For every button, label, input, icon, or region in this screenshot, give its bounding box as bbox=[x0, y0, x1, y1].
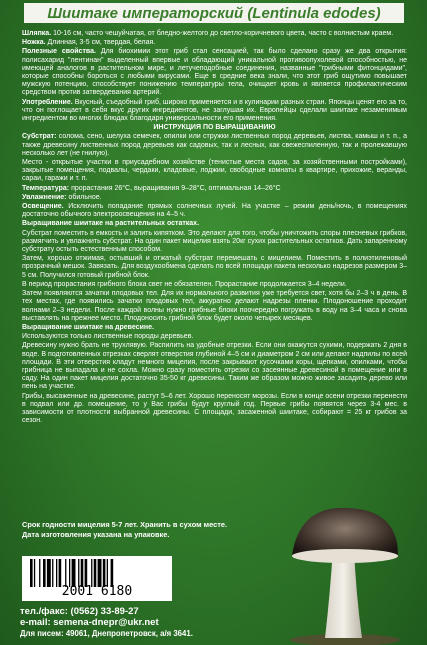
section1-heading: Выращивание шиитаке на растительных остатках. bbox=[22, 220, 200, 228]
section1-paragraph: Субстрат поместить в емкость и залить кипятком. Это делают для того, чтобы уничтожить споры плесневых грибков, размягчить и увлажнить субстрат. На один пакет мицелия взять 20кг сухих растительных остатков. Дать запаренному субстрату остыть естественным способом. bbox=[22, 229, 407, 254]
barcode-bar bbox=[30, 559, 33, 587]
barcode-bar bbox=[59, 559, 62, 587]
label-temperature: Температура: bbox=[22, 184, 70, 192]
label-usage: Употребление. bbox=[22, 98, 73, 106]
text-cap: 10-16 см, часто чешуйчатая, от бледно-желтого до светло-коричневого цвета, часто с волнистым краем. bbox=[53, 30, 394, 37]
paragraph-temperature bbox=[22, 185, 407, 193]
section2-paragraph: Грибы, высаженные на древесине, растут 5–6 лет. Хорошо переносят морозы. Если в конце осени отрезки перенести в подвал или др. помещение, то у Вас грибы будут круглый год. Первые грибы появятся через 3-4 мес. в зависимости от плотности выбранной древесины. С площади, засаженной шиитаке, собирают = 25 кг грибов за сезон. bbox=[22, 392, 407, 425]
barcode-bar bbox=[107, 559, 108, 587]
section1-paragraph: Затем, хорошо отжимая, остывший и отжатый субстрат перемешать с мицелием. Поместить в полиэтиленовый прозрачный мешок. Завязать. Для воздухообмена сделать по всей площади пакета несколько надрезов размером 3–5 см. Получился готовый грибной блок. bbox=[22, 255, 407, 279]
manufacture-date-text: Дата изготовления указана на упаковке. bbox=[22, 530, 170, 539]
barcode-bar bbox=[111, 559, 114, 587]
paragraph-moisture bbox=[22, 194, 407, 202]
text-substrate: солома, сено, шелуха семечек, опилки или стружки лиственных пород деревьев, листва, камыш и т. п., а также древесину лиственных пород деревьев как садовых, так и лесных, как свежеспиленную, так и пролежавшую несколько лет (не гнилую). bbox=[22, 133, 407, 157]
barcode-bar bbox=[103, 559, 106, 587]
address-text: Для писем: 49061, Днепропетровск, а/я 3641. bbox=[20, 629, 193, 638]
section1-paragraph: Затем появляются зачатки плодовых тел. Для их нормального развития уже требуется свет, хотя бы 2–3 ч в день. В тех местах, где появились зачатки плодовых тел, аккуратно делают надрезы пленки. Плодоношение проходит волнами 2–3 недели. После каждой волны нужно грибные блоки поочередно погружать в воду на 3–4 часа и снова выставлять на прежнее место. Плодоносить грибной блок будет около четырех месяцев. bbox=[22, 290, 407, 322]
barcode-bar bbox=[65, 559, 66, 587]
description-text bbox=[22, 30, 407, 426]
paragraph-usage bbox=[22, 99, 407, 124]
paragraph-cap bbox=[22, 30, 407, 38]
barcode-bar bbox=[39, 559, 40, 587]
barcode-bar bbox=[47, 559, 51, 587]
paragraph-stem bbox=[22, 39, 407, 47]
barcode bbox=[22, 556, 172, 601]
barcode-bar bbox=[56, 559, 57, 587]
paragraph-substrate bbox=[22, 133, 407, 158]
label-substrate: Субстрат: bbox=[22, 133, 57, 141]
section2-heading: Выращивание шиитаке на древесине. bbox=[22, 323, 154, 331]
barcode-bar bbox=[81, 559, 84, 587]
section2-paragraph: Используются только лиственные породы деревьев. bbox=[22, 333, 194, 341]
text-usage: Вкусный, съедобный гриб, широко применяется и в кулинарии разных стран. Японцы ценят его за то, что он поглощает в себя вкус других ингредиентов, не заглушая их. Европейцы сделали шиитаке незаменимым ингредиентом во многих блюдах благодаря универсальности его применения. bbox=[22, 98, 407, 123]
barcode-bar bbox=[34, 559, 35, 587]
storage-note bbox=[22, 520, 282, 540]
text-benefits: Для биохимии этот гриб стал сенсацией, так было сделано сразу же два открытия: полисахарид "лентинан" выделенный впервые и обладающий уникальной противоопухолевой способностью, не имеющей аналогов в растительном мире, и летучеподобные соединения, названные "грибными фитонцидами", которые способны бороться с любыми вирусами. Еще в средние века знали, что этот гриб ощутимо повышает мужскую потенцию, способствует понижению температуры тела, очищает кровь и является профилактическим средством против затвердевания артерий. bbox=[22, 48, 407, 97]
contacts-block bbox=[20, 606, 420, 639]
barcode-bar bbox=[94, 559, 97, 587]
email-text: e-mail: semena-dnepr@ukr.net bbox=[20, 617, 159, 628]
instruction-heading: ИНСТРУКЦИЯ ПО ВЫРАЩИВАНИЮ bbox=[153, 124, 276, 132]
paragraph-place bbox=[22, 159, 407, 184]
barcode-bar bbox=[85, 559, 88, 587]
barcode-bar bbox=[43, 559, 46, 587]
shelf-life-text: Срок годности мицелия 5-7 лет. Хранить в сухом месте. bbox=[22, 520, 228, 529]
label-lighting: Освещение. bbox=[22, 203, 64, 211]
label-benefits: Полезные свойства. bbox=[22, 48, 96, 56]
barcode-number: 2001 6180 bbox=[61, 584, 133, 599]
title-banner bbox=[24, 3, 404, 23]
barcode-bar bbox=[52, 559, 53, 587]
barcode-bar bbox=[78, 559, 79, 587]
label-moisture: Увлажнение: bbox=[22, 193, 67, 201]
barcode-bar bbox=[72, 559, 76, 587]
text-place: Место - открытые участки в приусадебном хозяйстве (тенистые места садов, за хозяйственными постройками), закрытые помещения, подвалы, чердаки, кладовые, лоджии, свободные комнаты в квартире, прихожие, веранды, сараи, гаражи и т. п. bbox=[22, 159, 407, 183]
barcode-bar bbox=[69, 559, 70, 587]
text-temperature: прорастания 26°С, выращивания 9–28°С, оптимальная 14–26°С bbox=[71, 184, 281, 192]
section1-paragraph: В период прорастания грибного блока свет не обязателен. Прорастание продолжается 3–4 недели. bbox=[22, 280, 347, 288]
paragraph-lighting bbox=[22, 203, 407, 219]
label-cap: Шляпка. bbox=[22, 30, 52, 37]
product-title: Шиитаке императорский (Lentinula edodes) bbox=[47, 4, 381, 22]
label-stem: Ножка. bbox=[22, 39, 46, 47]
text-lighting: Исключить попадание прямых солнечных лучей. На участке – режим день/ночь, в помещениях достаточно обычного электроосвещения на 4–5 ч. bbox=[22, 203, 407, 219]
barcode-bar bbox=[91, 559, 92, 587]
section2-paragraph: Древесину нужно брать не трухлявую. Распилить на удобные отрезки. Если они окажутся сухими, подержать 2 дня в воде. В подготовленных отрезках сверлят отверстия глубиной 4–5 см и диаметром 2 см или делают надпилы по всей площади. В эти отверстия кладут немного мицелия, после закрывают кусочками коры, щепками, опилками, чтобы грибница не выпадала и не сохла. Можно сразу поместить отрезки со засеянные древесиной в помещение или в саду. На один пакет мицелия достаточно 35-50 кг древесины. Таким же образом можно живое засадить дерево или пень на участке. bbox=[22, 342, 407, 391]
phone-text: тел./факс: (0562) 33-89-27 bbox=[20, 606, 139, 617]
text-moisture: обильное. bbox=[68, 193, 102, 201]
barcode-bar bbox=[98, 559, 102, 587]
paragraph-benefits bbox=[22, 48, 407, 97]
text-stem: Длинная, 3-5 см, твердая, белая. bbox=[47, 39, 156, 47]
